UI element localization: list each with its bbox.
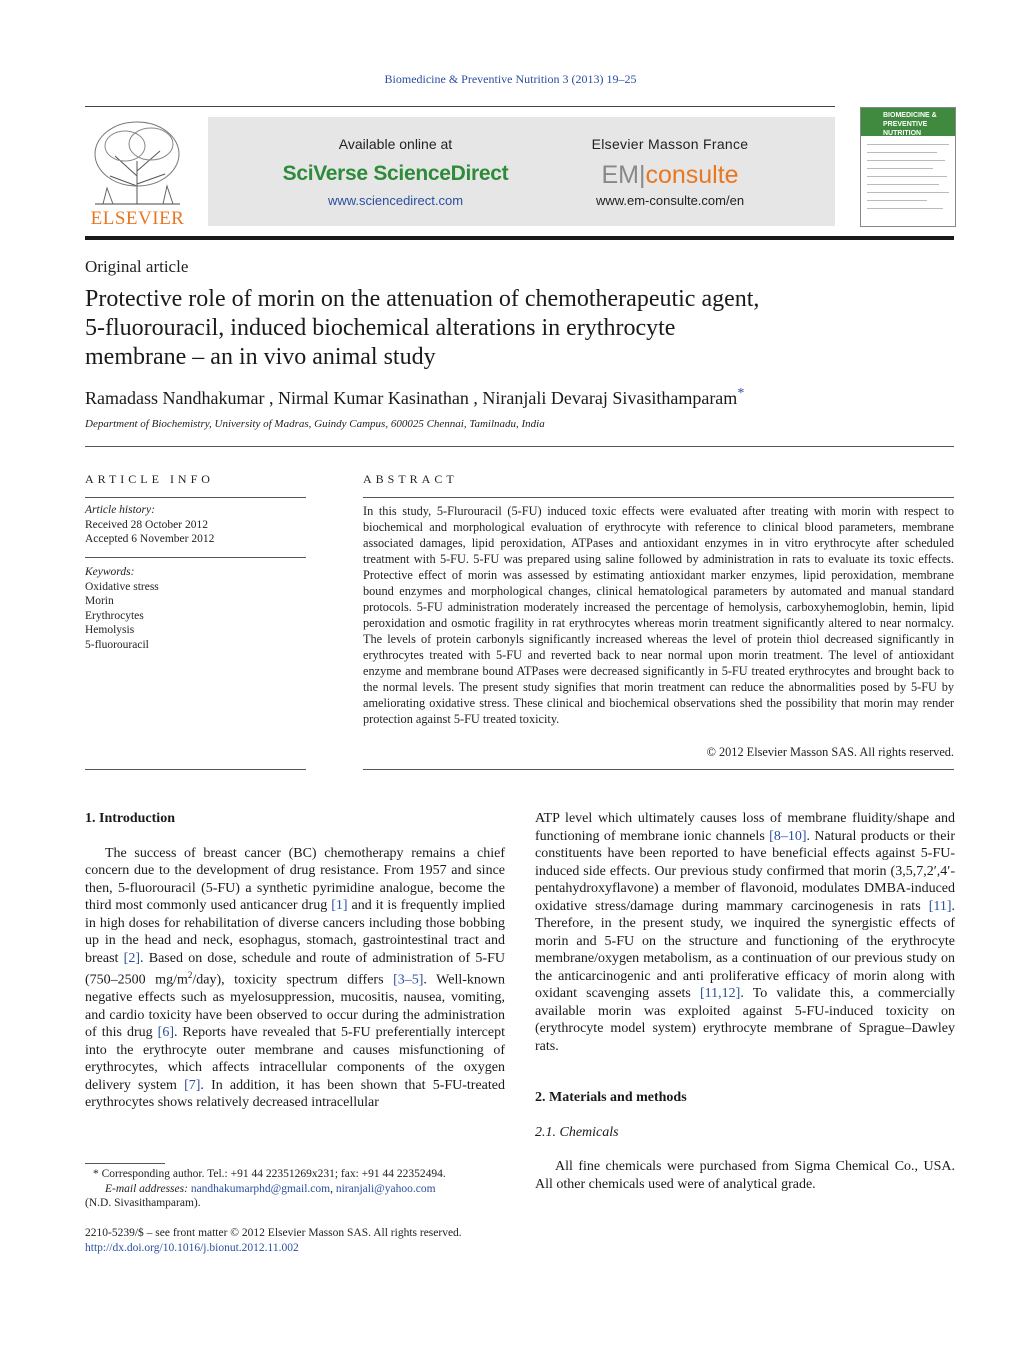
corresponding-author-mark[interactable]: * (737, 386, 745, 401)
email-label: E-mail addresses: (105, 1182, 191, 1195)
abstract-bottom-rule (363, 769, 954, 770)
cover-line (867, 184, 939, 185)
history-label: Article history: (85, 504, 155, 516)
article-type: Original article (85, 257, 189, 276)
abstract-copyright: © 2012 Elsevier Masson SAS. All rights reserved. (706, 745, 954, 759)
cover-line (867, 144, 949, 145)
text-run: . Based on dose, schedule and route of administration of 5-FU (750–2500 mg/m (85, 950, 505, 988)
text-run: . In addition, it has been shown that 5-FU-treated erythrocytes shows relatively decreased intracellular (85, 1077, 505, 1111)
article-history (85, 503, 306, 547)
cover-line (867, 192, 949, 193)
article-info-bottom-rule (85, 769, 306, 770)
text-run: The success of breast cancer (BC) chemotherapy remains a chief concern due to the development of drug resistance. From 1957 and since then, 5-fluorouracil (5-FU) a synthetic pyrimidine analogue, become the third most commonly used anticancer drug (85, 845, 505, 913)
keyword: Morin (85, 595, 114, 607)
consulte-part: consulte (645, 161, 739, 189)
citation-link[interactable]: [2] (123, 950, 140, 966)
introduction-heading: 1. Introduction (85, 811, 175, 826)
text-run: . Well-known negative effects such as myelosuppression, mucositis, nausea, vomiting, and cardio toxicity have been observed to occur during the administration of this drug (85, 972, 506, 1041)
em-consulte-link[interactable]: www.em-consulte.com/en (595, 193, 745, 208)
heading-divider (85, 446, 954, 447)
left-column (85, 810, 505, 1112)
cover-line (867, 160, 945, 161)
right-column (535, 810, 955, 1193)
text-run: . Natural products or their constituents have been reported to have beneficial effects against 5-FU-induced side effects. Our previous study confirmed that morin (3,5,7,2′,4′-pentahydroxyflavone) a member of flavonoid, modulates DMBA-induced oxidative stress/damage during mammary carcinogenesis in rats (535, 828, 956, 914)
author-list (85, 386, 744, 409)
citation-link[interactable]: [8–10] (769, 828, 807, 844)
elsevier-wordmark: ELSEVIER (90, 208, 185, 229)
email-link[interactable]: nandhakumarphd@gmail.com (190, 1182, 331, 1195)
citation-link[interactable]: [11,12] (700, 986, 741, 1001)
authors-text: Ramadass Nandhakumar , Nirmal Kumar Kasinathan , Niranjali Devaraj Sivasithamparam (85, 388, 738, 408)
keyword: Oxidative stress (85, 580, 159, 593)
accepted-date: Accepted 6 November 2012 (85, 533, 215, 545)
sciencedirect-link[interactable]: www.sciencedirect.com (327, 193, 464, 208)
abstract-heading: ABSTRACT (363, 472, 458, 486)
elsevier-masson-label: Elsevier Masson France (591, 136, 749, 152)
keyword: Erythrocytes (85, 609, 144, 622)
sciencedirect-block (208, 117, 583, 226)
footnote-contact: Corresponding author. Tel.: +91 44 22351269x231; fax: +91 44 22352494. (98, 1168, 446, 1180)
abstract-text: In this study, 5-Flurouracil (5-FU) induced toxic effects were evaluated after treating with morin with respect to biochemical and morphological evaluation of erythrocyte with reference to clinical blood parameters, membrane associated damages, lipid peroxidation, ATPases and antioxidant enzymes in in vitro erythrocyte after scheduled treatment with 5-FU. 5-FU was prepared using saline followed by administration in rats to evaluate its toxic effects. Protective effect of morin was assessed by estimating antioxidant marker enzymes, lipid peroxidation, membrane bound enzymes and morphological changes, clinical hematological parameters by automated and manual standard protocols. 5-FU administration moderately increased the percentage of hemolysis, carboxyhemoglobin, hemin, lipid peroxidation and osmotic fragility in rat erythrocytes whereas morin treatment significantly altered to near normalcy. The levels of protein carbonyls significantly increased whereas the level of protein thiol decreased significantly in erythrocytes treated with 5-FU and reverted back to near normal upon morin treatment. The level of antioxidant enzyme and membrane bound ATPases were decreased significantly in 5-FU treated erythrocytes and brought back to the normal levels. The present study signifies that morin treatment can reduce the abnormalities posed by 5-FU by ameliorating oxidative stress. These clinical and biochemical observations shed the possibility that morin may render protection against 5-FU treated toxicity. (363, 504, 954, 726)
citation-link[interactable]: [3–5] (393, 972, 424, 988)
cover-line (867, 152, 937, 153)
history-keywords-rule (85, 557, 306, 558)
affiliation: Department of Biochemistry, University of Madras, Guindy Campus, 600025 Chennai, Tamilnadu, India (85, 418, 545, 430)
footnote-star: * (93, 1168, 99, 1180)
abstract-rule (363, 497, 954, 498)
title-line: Protective role of morin on the attenuation of chemotherapeutic agent, (85, 286, 760, 312)
header-thick-rule (85, 236, 954, 240)
text-run: . To validate this, a commercially available morin was exploited against 5-FU-induced toxicity on (erythrocyte model system) erythrocyte membrane of Sprague–Dawley rats. (535, 986, 955, 1054)
text-run: ATP level which ultimately causes loss of membrane fluidity/shape and functioning of membrane ionic channels (535, 811, 955, 844)
cover-line (867, 208, 943, 209)
text-run: and it is frequently implied in high doses for rehabilitation of diverse cancers including those bobbing up in the head and neck, esophagus, stomach, gastrointestinal tract and breast (85, 898, 506, 966)
journal-cover-thumbnail[interactable] (860, 107, 956, 227)
intro-paragraph (85, 845, 505, 1112)
header-top-rule (85, 106, 835, 107)
em-consulte-logo[interactable]: EM|consulte (601, 161, 739, 189)
article-info-rule (85, 497, 306, 498)
received-date: Received 28 October 2012 (85, 518, 208, 531)
intro-paragraph-continued (535, 810, 955, 1055)
cover-line (867, 176, 947, 177)
front-matter (85, 1226, 505, 1255)
keywords-block (85, 565, 306, 652)
cover-line (867, 200, 927, 201)
title-line: 5-fluorouracil, induced biochemical alterations in erythrocyte (85, 315, 676, 341)
keyword: Hemolysis (85, 624, 135, 636)
journal-reference[interactable]: Biomedicine & Preventive Nutrition 3 (2013) 19–25 (384, 72, 637, 86)
title-line: membrane – an in vivo animal study (85, 344, 436, 370)
methods-heading: 2. Materials and methods (535, 1090, 687, 1105)
available-online-label: Available online at (338, 136, 453, 152)
cover-line (867, 168, 933, 169)
superscript: 2 (187, 970, 193, 980)
em-part: EM (601, 161, 639, 189)
citation-link[interactable]: [7] (184, 1077, 201, 1093)
text-run: . Therefore, in the present study, we inquired the synergistic effects of morin and 5-FU on the structure and functioning of the erythrocyte membrane/oxygen metabolism, as a continuation of our previous study on the anticarcinogenic and anti proliferative efficacy of morin along with oxidant scavenging assets (535, 898, 955, 1001)
article-info-heading: ARTICLE INFO (85, 472, 214, 486)
sciverse-sciencedirect-logo[interactable]: SciVerse ScienceDirect (282, 162, 509, 185)
text-run: . Reports have revealed that 5-FU preferentially intercept into the erythrocyte outer membrane and causes misfunctioning of erythrocytes, which affects intracellular components of the oxygen delivery system (85, 1025, 506, 1093)
citation-link[interactable]: [11] (928, 898, 952, 914)
footnote-name: (N.D. Sivasithamparam). (85, 1197, 201, 1209)
cover-title: BIOMEDICINE & PREVENTIVE NUTRITION (883, 112, 937, 137)
footnote-rule (85, 1163, 165, 1164)
email-separator: , (330, 1182, 336, 1195)
text-run: /day), toxicity spectrum differs (192, 972, 394, 988)
keyword: 5-fluorouracil (85, 638, 149, 651)
email-link[interactable]: niranjali@yahoo.com (335, 1182, 436, 1195)
chemicals-paragraph: All fine chemicals were purchased from Sigma Chemical Co., USA. All other chemicals used were of analytical grade. (535, 1159, 955, 1192)
citation-link[interactable]: [1] (331, 898, 348, 913)
keywords-label: Keywords: (85, 566, 135, 578)
doi-link[interactable]: http://dx.doi.org/10.1016/j.bionut.2012.11.002 (85, 1241, 299, 1254)
chemicals-subheading: 2.1. Chemicals (535, 1124, 619, 1140)
issn-line: 2210-5239/$ – see front matter © 2012 Elsevier Masson SAS. All rights reserved. (85, 1227, 462, 1239)
corresponding-author-footnote (85, 1167, 505, 1211)
article-title (85, 285, 955, 372)
em-consulte-block (560, 117, 780, 226)
citation-link[interactable]: [6] (157, 1025, 174, 1041)
